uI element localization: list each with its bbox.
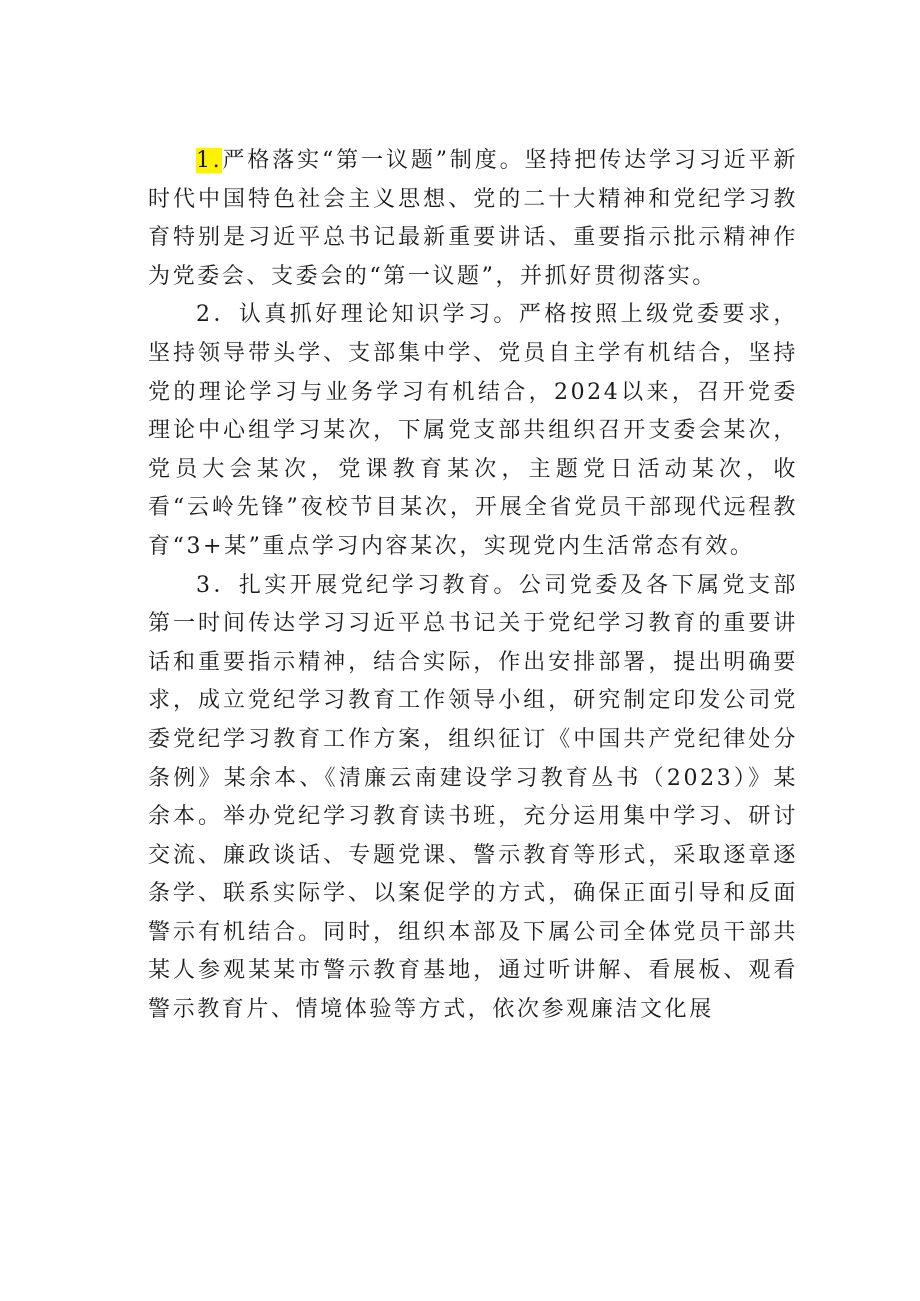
paragraph-number: 2． [196, 302, 239, 328]
document-body [148, 142, 798, 1030]
paragraph-3 [148, 567, 798, 1030]
paragraph-text: 扎实开展党纪学习教育。公司党委及各下属党支部第一时间传达学习习近平总书记关于党纪学习教育的重要讲话和重要指示精神，结合实际，作出安排部署，提出明确要求，成立党纪学习教育工作领导小组，研究制定印发公司党委党纪学习教育工作方案，组织征订《中国共产党纪律处分条例》某余本、《清廉云南建设学习教育丛书（2023）》某余本。举办党纪学习教育读书班，充分运用集中学习、研讨交流、廉政谈话、专题党课、警示教育等形式，采取逐章逐条学、联系实际学、以案促学的方式，确保正面引导和反面警示有机结合。同时，组织本部及下属公司全体党员干部共某人参观某某市警示教育基地，通过听讲解、看展板、观看警示教育片、情境体验等方式，依次参观廉洁文化展 [148, 572, 798, 1023]
paragraph-2 [148, 296, 798, 566]
paragraph-text: 认真抓好理论知识学习。严格按照上级党委要求，坚持领导带头学、支部集中学、党员自主学有机结合，坚持党的理论学习与业务学习有机结合，2024以来，召开党委理论中心组学习某次，下属党支部共组织召开支委会某次，党员大会某次，党课教育某次，主题党日活动某次，收看“云岭先锋”夜校节目某次，开展全省党员干部现代远程教育“3+某”重点学习内容某次，实现党内生活常态有效。 [148, 302, 798, 559]
paragraph-1 [148, 142, 798, 296]
paragraph-number: 3． [196, 572, 239, 598]
paragraph-text: 严格落实“第一议题”制度。坚持把传达学习习近平新时代中国特色社会主义思想、党的二十大精神和党纪学习教育特别是习近平总书记最新重要讲话、重要指示批示精神作为党委会、支委会的“第一议题”，并抓好贯彻落实。 [148, 148, 798, 289]
paragraph-number-highlighted: 1. [196, 148, 223, 173]
